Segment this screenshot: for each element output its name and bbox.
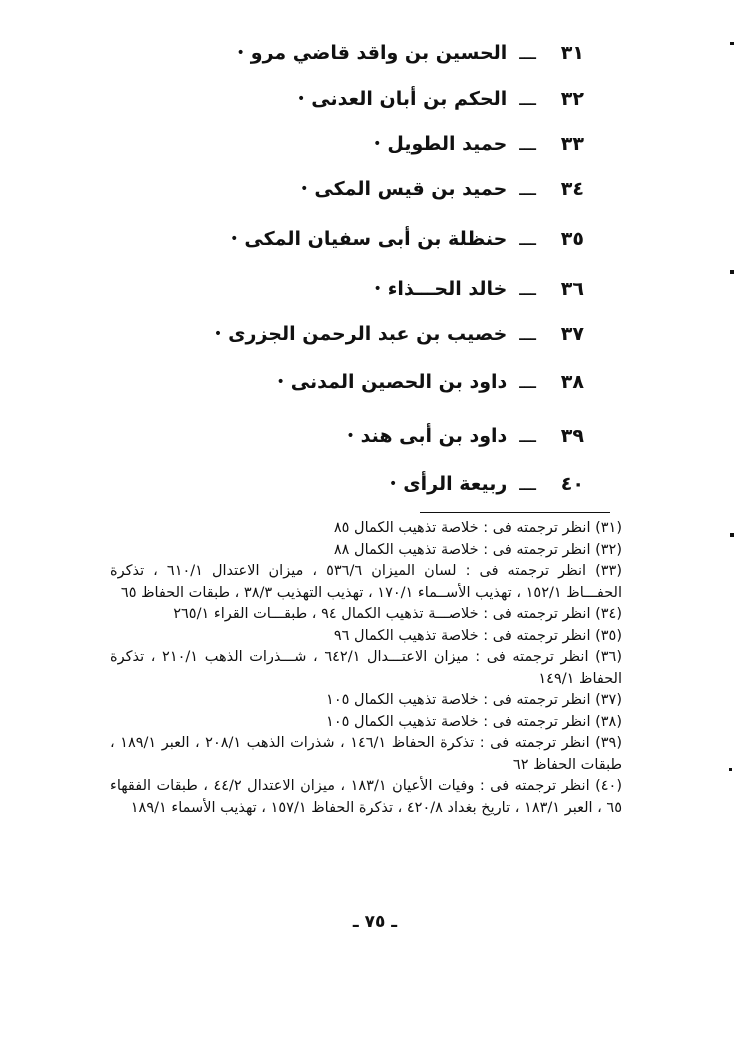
entry-31 [164, 30, 584, 76]
footnote-separator [420, 512, 610, 513]
entry-number: ٣٤ [560, 177, 584, 200]
entry-number: ٤٠ [560, 472, 584, 495]
entry-dot: • [388, 475, 398, 492]
entry-dash: ـــ [519, 87, 536, 110]
entries-list [164, 30, 584, 504]
entry-35 [164, 212, 584, 266]
footnote-33: (٣٣) انظر ترجمته فى : لسان الميزان ٥٣٦/٦ ، ميزان الاعتدال ٦١٠/١ ، تذكرة الحفـــاظ ١٥٢/١ ، تهذيب الأســماء ١٧٠/١ ، تهذيب التهذيب ٣٨/٣ ، طبقات الحفاظ ٦٥ [110, 563, 623, 601]
scan-mark [729, 768, 732, 771]
entry-number: ٣١ [560, 41, 584, 64]
entry-name: ربيعة الرأى [403, 472, 508, 495]
entry-dash: ـــ [519, 177, 536, 200]
entry-dot: • [276, 373, 285, 390]
footnote-31: (٣١) انظر ترجمته فى : خلاصة تذهيب الكمال ٨٥ [333, 520, 622, 536]
entry-name: خالد الحـــذاء [387, 277, 508, 300]
entry-name: داود بن أبى هند [360, 424, 508, 447]
entry-dash: ـــ [519, 41, 536, 64]
scan-mark [730, 533, 734, 537]
page-number: ـ ٧٥ ـ [352, 912, 398, 932]
entry-dot: • [296, 90, 306, 107]
entry-dash: ـــ [519, 472, 536, 495]
entry-dash: ـــ [519, 277, 536, 300]
entry-34 [164, 166, 584, 212]
entry-dot: • [213, 325, 223, 342]
footnote-38: (٣٨) انظر ترجمته فى : خلاصة تذهيب الكمال ١٠٥ [326, 713, 622, 730]
entry-name: حميد بن قيس المكى [314, 177, 508, 200]
entry-name: خصيب بن عبد الرحمن الجزرى [228, 322, 508, 345]
entry-dash: ـــ [519, 132, 536, 155]
entry-name: حنظلة بن أبى سفيان المكى [244, 227, 508, 250]
entry-dot: • [230, 230, 239, 247]
entry-dash: ـــ [519, 424, 536, 447]
entry-37 [164, 312, 584, 356]
entry-dot: • [373, 280, 382, 297]
entry-32 [164, 76, 584, 122]
entry-number: ٣٢ [560, 87, 584, 110]
entry-dot: • [346, 427, 355, 444]
entry-dot: • [373, 135, 382, 152]
entry-name: الحكم بن أبان العدنى [311, 87, 508, 110]
entry-name: الحسين بن واقد قاضي مرو [250, 41, 508, 64]
footnote-36: (٣٦) انظر ترجمته فى : ميزان الاعتـــدال ٦٤٢/١ ، شـــذرات الذهب ٢١٠/١ ، تذكرة الحفاظ ١٤٩/١ [110, 649, 623, 687]
scan-mark [730, 42, 734, 45]
entry-number: ٣٦ [560, 277, 584, 300]
footnote-40: (٤٠) انظر ترجمته فى : وفيات الأعيان ١٨٣/١ ، ميزان الاعتدال ٤٤/٢ ، طبقات الفقهاء ٦٥ ، العبر ١٨٣/١ ، تاريخ بغداد ٤٢٠/٨ ، تذكرة الحفاظ ١٥٧/١ ، تهذيب الأسماء ١٨٩/١ [110, 778, 622, 816]
footnote-37: (٣٧) انظر ترجمته فى : خلاصة تذهيب الكمال ١٠٥ [326, 692, 622, 708]
entry-39 [164, 408, 584, 464]
footnote-35: (٣٥) انظر ترجمته فى : خلاصة تذهيب الكمال ٩٦ [333, 627, 622, 644]
footnotes-list [110, 518, 622, 819]
scan-mark [730, 270, 734, 274]
entry-number: ٣٥ [560, 227, 584, 250]
entry-name: داود بن الحصين المدنى [290, 370, 508, 393]
entry-38 [164, 356, 584, 408]
entry-dot: • [236, 44, 245, 61]
entry-name: حميد الطويل [387, 132, 508, 155]
entry-40 [164, 464, 584, 504]
entry-number: ٣٨ [560, 370, 584, 393]
entry-dot: • [300, 180, 309, 197]
footnote-39: (٣٩) انظر ترجمته فى : تذكرة الحفاظ ١٤٦/١ ، شذرات الذهب ٢٠٨/١ ، العبر ١٨٩/١ ، طبقات الحفاظ ٦٢ [110, 735, 622, 773]
entry-dash: ـــ [519, 322, 536, 345]
footnote-34: (٣٤) انظر ترجمته فى : خلاصـــة تذهيب الكمال ٩٤ ، طبقـــات القراء ٢٦٥/١ [173, 606, 622, 622]
footnote-32: (٣٢) انظر ترجمته فى : خلاصة تذهيب الكمال ٨٨ [333, 541, 622, 558]
entry-number: ٣٧ [560, 322, 584, 345]
entry-number: ٣٣ [560, 132, 584, 155]
entry-36 [164, 266, 584, 312]
entry-number: ٣٩ [560, 424, 584, 447]
entry-33 [164, 122, 584, 166]
entry-dash: ـــ [519, 227, 536, 250]
entry-dash: ـــ [519, 370, 536, 393]
